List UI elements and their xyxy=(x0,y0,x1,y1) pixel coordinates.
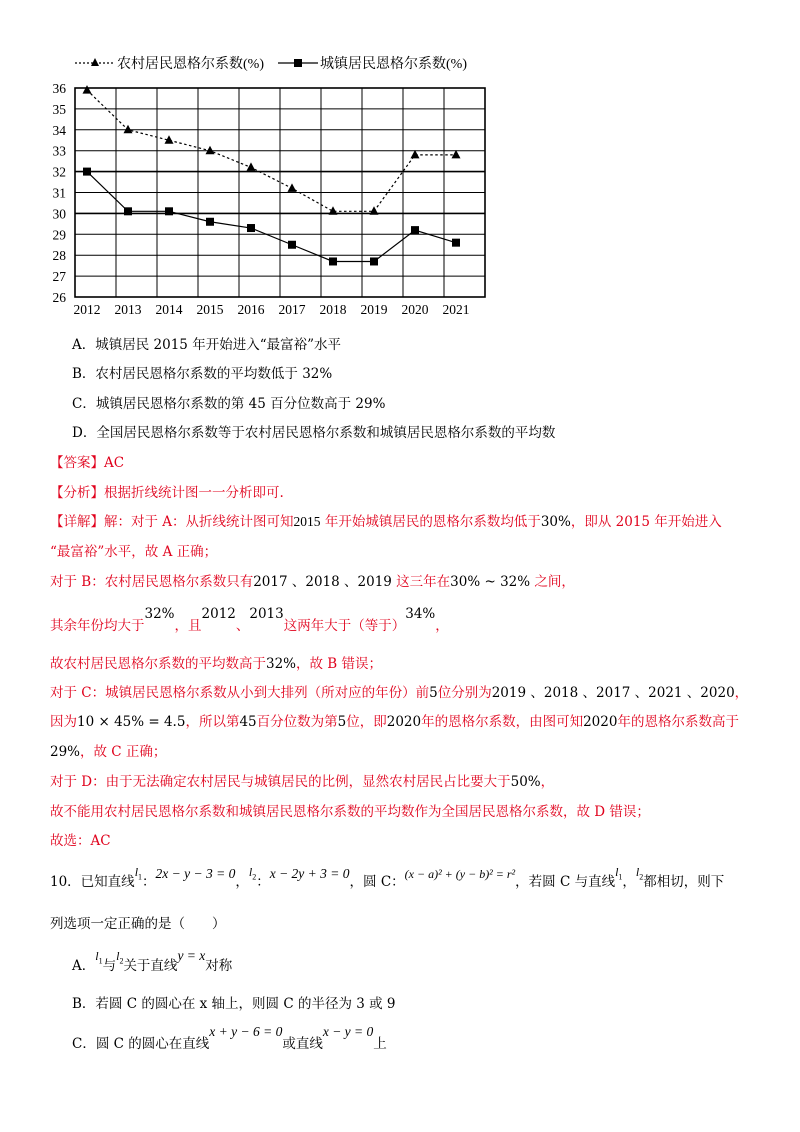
option-c xyxy=(72,392,385,412)
option-d-text: 全国居民恩格尔系数等于农村居民恩格尔系数和城镇居民恩格尔系数的平均数 xyxy=(96,425,556,441)
urban-point xyxy=(288,241,296,249)
x-tick-label: 2013 xyxy=(114,302,142,317)
engel-coefficient-line-chart xyxy=(0,0,800,330)
y-tick-label: 36 xyxy=(52,81,66,96)
q10-stem-line-1: 10．已知直线$l_1$：2x − y − 3 = 0，$l_2$：x − 2y + 3 = 0，圆 C：(x − a)² + (y − b)² = r²，若圆 C 与直线$l_1$，$l_2$都相切，则下 xyxy=(50,865,725,890)
urban-point xyxy=(165,207,173,215)
urban-point xyxy=(411,226,419,234)
y-tick-label: 30 xyxy=(52,206,66,222)
y-tick-label: 27 xyxy=(52,269,66,285)
x-tick-label: 2012 xyxy=(73,302,101,317)
urban-point xyxy=(206,218,214,226)
urban-point xyxy=(452,239,460,247)
detail-line-10: 故不能用农村居民恩格尔系数和城镇居民恩格尔系数的平均数作为全国居民恩格尔系数，故 D 错误； xyxy=(50,804,650,820)
rural-point xyxy=(329,206,338,215)
answer-line: 【答案】AC xyxy=(50,455,125,471)
option-d-letter: D． xyxy=(72,425,97,441)
x-tick-label: 2017 xyxy=(278,302,306,317)
legend-urban-label: 城镇居民恩格尔系数(%) xyxy=(320,57,467,72)
y-tick-label: 35 xyxy=(52,101,66,117)
detail-line-3: 对于 B：农村居民恩格尔系数只有2017 、2018 、2019 这三年在30% ~ 32% 之间， xyxy=(50,574,575,590)
detail-line-6: 对于 C：城镇居民恩格尔系数从小到大排列（所对应的年份）前5位分别为2019 、2018 、2017 、2021 、2020， xyxy=(50,685,749,701)
x-tick-label: 2016 xyxy=(237,302,265,317)
legend-square-marker xyxy=(294,59,302,67)
q10-stem-line-2: 列选项一定正确的是（ ） xyxy=(50,916,226,932)
x-tick-label: 2020 xyxy=(401,302,429,317)
option-a xyxy=(72,333,341,353)
urban-point xyxy=(329,257,337,265)
rural-point xyxy=(370,206,379,215)
y-tick-label: 34 xyxy=(52,122,66,138)
option-c-letter: C． xyxy=(72,396,96,412)
q10-option-a: A．$l_1$与$l_2$关于直线y = x对称 xyxy=(72,948,233,974)
detail-line-9: 对于 D：由于无法确定农村居民与城镇居民的比例，显然农村居民占比要大于50%， xyxy=(50,774,555,790)
detail-line-7: 因为10 × 45% = 4.5，所以第45百分位数为第5位，即2020年的恩格尔系数，由图可知2020年的恩格尔系数高于 xyxy=(50,714,739,730)
detail-line-1: 【详解】解：对于 A：从折线统计图可知2015 年开始城镇居民的恩格尔系数均低于30%，即从 2015 年开始进入 xyxy=(50,514,722,530)
y-tick-label: 31 xyxy=(52,185,66,201)
urban-point xyxy=(83,168,91,176)
option-b xyxy=(72,362,332,382)
x-tick-label: 2019 xyxy=(360,302,388,317)
legend-triangle-marker xyxy=(91,58,99,66)
urban-point xyxy=(124,207,132,215)
detail-line-5: 故农村居民恩格尔系数的平均数高于32%，故 B 错误； xyxy=(50,656,383,672)
q10-option-b: B．若圆 C 的圆心在 x 轴上，则圆 C 的半径为 3 或 9 xyxy=(72,996,396,1012)
option-a-letter: A． xyxy=(72,337,96,353)
urban-series-line xyxy=(87,172,456,262)
rural-point xyxy=(288,183,297,192)
rural-point xyxy=(83,85,92,94)
urban-point xyxy=(370,257,378,265)
detail-line-8: 29%，故 C 正确； xyxy=(50,744,167,760)
q10-option-c: C．圆 C 的圆心在直线x + y − 6 = 0或直线x − y = 0上 xyxy=(72,1024,387,1052)
chart-legend xyxy=(75,55,467,72)
detail-line-2: “最富裕”水平，故 A 正确； xyxy=(50,544,218,560)
analysis-line: 【分析】根据折线统计图一一分析即可. xyxy=(50,485,284,501)
option-c-text: 城镇居民恩格尔系数的第 45 百分位数高于 29% xyxy=(95,396,386,412)
detail-line-11: 故选：AC xyxy=(50,833,111,849)
y-tick-label: 32 xyxy=(52,164,66,180)
x-tick-label: 2021 xyxy=(442,302,470,317)
urban-point xyxy=(247,224,255,232)
y-tick-label: 28 xyxy=(52,248,66,264)
detail-line-4: 其余年份均大于32%，且2012、2013这两年大于（等于）34%， xyxy=(50,606,449,634)
x-tick-label: 2018 xyxy=(319,302,347,317)
option-b-letter: B． xyxy=(72,366,96,382)
x-tick-label: 2014 xyxy=(155,302,183,317)
y-tick-label: 29 xyxy=(52,227,66,243)
y-tick-label: 33 xyxy=(52,143,66,159)
option-b-text: 农村居民恩格尔系数的平均数低于 32% xyxy=(95,366,333,382)
option-a-text: 城镇居民 2015 年开始进入“最富裕”水平 xyxy=(95,337,341,353)
option-d xyxy=(72,421,555,441)
rural-point xyxy=(206,146,215,155)
x-tick-label: 2015 xyxy=(196,302,224,317)
rural-point xyxy=(247,162,256,171)
legend-rural-label: 农村居民恩格尔系数(%) xyxy=(117,57,264,72)
y-tick-label: 26 xyxy=(52,290,66,305)
